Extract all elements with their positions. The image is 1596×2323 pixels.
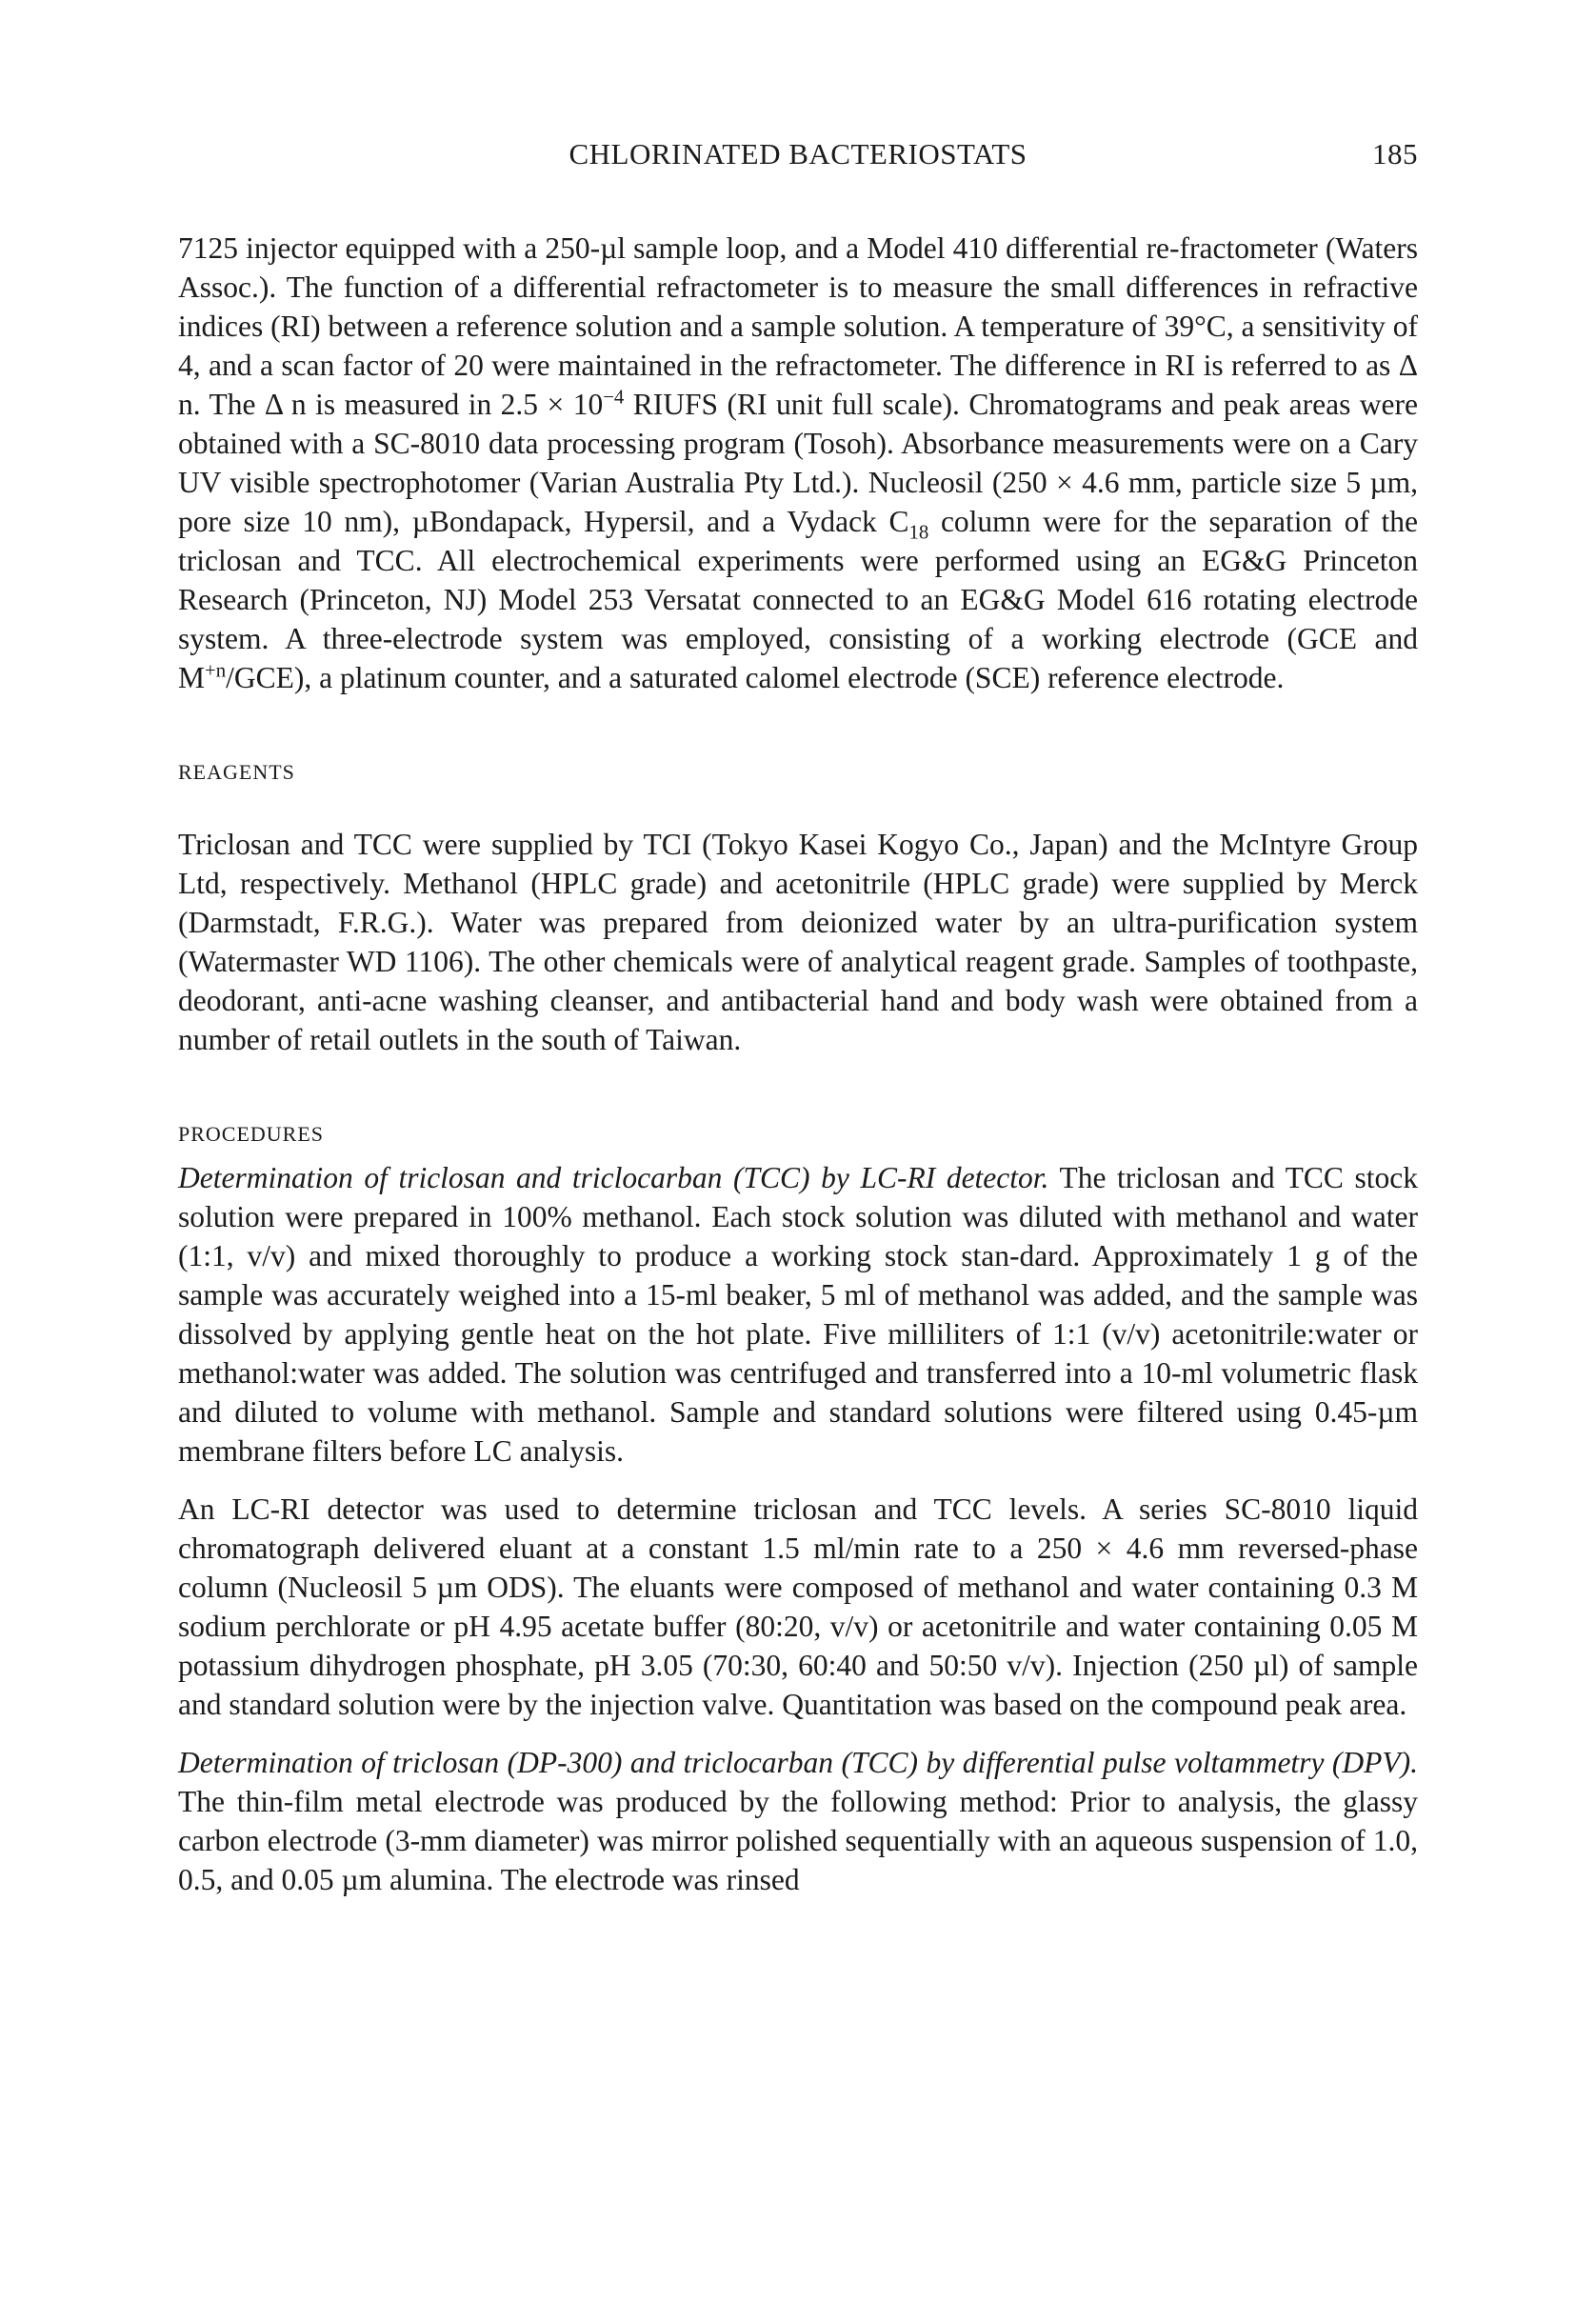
intro-text-4: /GCE), a platinum counter, and a saturated calomel electrode (SCE) reference electrode.: [226, 661, 1285, 694]
page: [178, 131, 1418, 1899]
running-header: [178, 131, 1418, 189]
run-in-heading-lc-ri: Determination of triclosan and triclocarban (TCC) by LC-RI detector.: [178, 1161, 1049, 1194]
procedures-paragraph-2: An LC-RI detector was used to determine triclosan and TCC levels. A series SC-8010 liquid chromatograph delivered eluant at a constant 1.5 ml/min rate to a 250 × 4.6 mm reversed-phase column (Nucleosil 5 µm ODS). The eluants were composed of methanol and water containing 0.3 M sodium perchlorate or pH 4.95 acetate buffer (80:20, v/v) or acetonitrile and water containing 0.05 M potassium dihydrogen phosphate, pH 3.05 (70:30, 60:40 and 50:50 v/v). Injection (250 µl) of sample and standard solution were by the injection valve. Quantitation was based on the compound peak area.: [178, 1492, 1418, 1721]
procedures-paragraph-3-body: The thin-film metal electrode was produced by the following method: Prior to analysis, the glassy carbon electrode (3-mm diameter) was mirror polished sequentially with an aqueous suspension of 1.0, 0.5, and 0.05 µm alumina. The electrode was rinsed: [178, 1785, 1418, 1896]
exponent: −4: [603, 386, 625, 409]
intro-text-3: column were for the separation of the triclosan and TCC. All electrochemical experiments were performed using an EG&G Princeton Research (Princeton, NJ) Model 253 Versatat connected to an EG&G Model 616 rotating electrode system. A three-electrode system was employed, consisting of a working electrode (GCE and M: [178, 505, 1418, 694]
procedures-paragraph-3: [178, 1743, 1418, 1899]
subscript: 18: [908, 521, 929, 544]
procedures-paragraph-1: [178, 1158, 1418, 1471]
page-number: 185: [1372, 137, 1418, 170]
running-title: CHLORINATED BACTERIOSTATS: [569, 137, 1027, 170]
procedures-paragraph-1-body: The triclosan and TCC stock solution were prepared in 100% methanol. Each stock solution was diluted with methanol and water (1:1, v/v) and mixed thoroughly to produce a working stock stan-dard. Approximately 1 g of the sample was accurately weighed into a 15-ml beaker, 5 ml of methanol was added, and the sample was dissolved by applying gentle heat on the hot plate. Five milliliters of 1:1 (v/v) acetonitrile:water or methanol:water was added. The solution was centrifuged and transferred into a 10-ml volumetric flask and diluted to volume with methanol. Sample and standard solutions were filtered using 0.45-µm membrane filters before LC analysis.: [178, 1161, 1418, 1468]
run-in-heading-dpv: Determination of triclosan (DP-300) and triclocarban (TCC) by differential pulse voltammetry (DPV).: [178, 1746, 1418, 1779]
intro-text-1: 7125 injector equipped with a 250-µl sample loop, and a Model 410 differential re-fractometer (Waters Assoc.). The function of a differential refractometer is to measure the small differences in refractive indices (RI) between a reference solution and a sample solution. A temperature of 39°C, a sensitivity of 4, and a scan factor of 20 were maintained in the refractometer. The difference in RI is referred to as Δ n. The Δ n is measured in 2.5 × 10: [178, 231, 1418, 421]
ion-charge: +n: [205, 659, 227, 682]
reagents-paragraph: Triclosan and TCC were supplied by TCI (Tokyo Kasei Kogyo Co., Japan) and the McIntyre Group Ltd, respectively. Methanol (HPLC grade) and acetonitrile (HPLC grade) were supplied by Merck (Darmstadt, F.R.G.). Water was prepared from deionized water by an ultra-purification system (Watermaster WD 1106). The other chemicals were of analytical reagent grade. Samples of toothpaste, deodorant, anti-acne washing cleanser, and antibacterial hand and body wash were obtained from a number of retail outlets in the south of Taiwan.: [178, 828, 1418, 1056]
section-heading-reagents: REAGENTS: [178, 760, 295, 784]
intro-paragraph: [178, 229, 1418, 697]
section-heading-procedures: PROCEDURES: [178, 1122, 325, 1146]
intro-text-2: RIUFS (RI unit full scale). Chromatograms and peak areas were obtained with a SC-8010 data processing program (Tosoh). Absorbance measurements were on a Cary UV visible spectrophotomer (Varian Australia Pty Ltd.). Nucleosil (250 × 4.6 mm, particle size 5 µm, pore size 10 nm), µBondapack, Hypersil, and a Vydack C: [178, 388, 1418, 538]
